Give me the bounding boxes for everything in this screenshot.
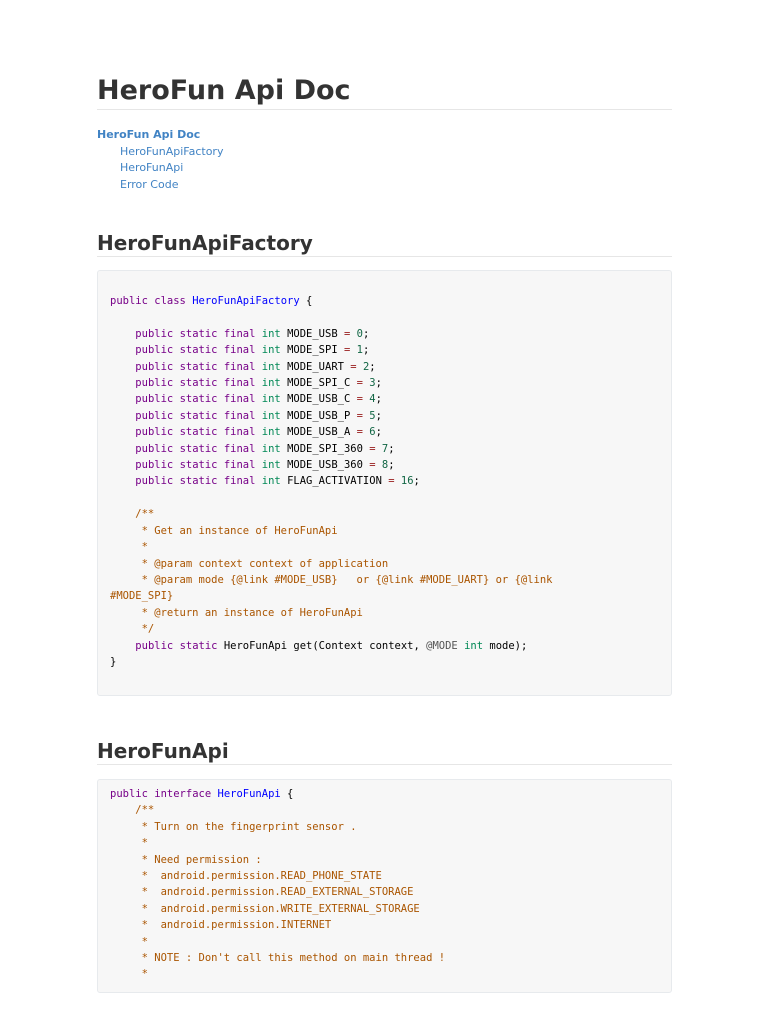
keyword: public	[110, 788, 148, 800]
constant-name: MODE_UART	[287, 360, 344, 373]
constant-name: MODE_SPI_C	[287, 377, 351, 390]
operator: =	[343, 344, 351, 357]
code-api: public interface HeroFunApi { /** * Turn on the fingerprint sensor . * * Need permission : * android.permission.READ_PHONE_STATE * android.permission.READ_EXTERNAL_STORAGE * android.permission.WRITE_EXTERNAL_STORAGE * android.permission.INTERNET * * NOTE : Don't call this method on main thread ! *	[110, 788, 446, 981]
operator: =	[356, 426, 363, 439]
doc-comment-line: *	[110, 935, 148, 948]
keyword: public	[110, 295, 148, 307]
keyword: static	[179, 344, 218, 357]
constant-line: public static final int MODE_USB = 0;	[135, 327, 370, 340]
method-last-param: mode);	[483, 639, 528, 652]
keyword: static	[179, 377, 218, 390]
keyword: public	[135, 409, 174, 422]
keyword: final	[223, 327, 256, 340]
constant-value: 3	[369, 377, 376, 390]
doc-comment-line: #MODE_SPI}	[110, 590, 174, 603]
doc-comment-line: * NOTE : Don't call this method on main thread !	[110, 952, 446, 965]
doc-comment-factory	[110, 508, 553, 635]
constant-name: MODE_USB_C	[287, 393, 351, 406]
operator: =	[356, 409, 363, 422]
toc-link-error-code[interactable]: Error Code	[120, 177, 179, 191]
operator: =	[350, 360, 357, 373]
keyword: final	[223, 442, 256, 455]
keyword: final	[223, 475, 256, 488]
constant-name: MODE_USB	[287, 327, 338, 340]
type-keyword: int	[261, 475, 281, 488]
interface-name: HeroFunApi	[217, 788, 281, 800]
operator: =	[369, 459, 376, 472]
keyword: static	[179, 426, 218, 439]
constant-name: FLAG_ACTIVATION	[287, 475, 382, 488]
doc-comment-line: * @param mode {@link #MODE_USB} or {@link #MODE_UART} or {@link	[110, 573, 553, 586]
operator: =	[388, 475, 395, 488]
type-keyword: int	[261, 459, 281, 472]
doc-comment-line: * android.permission.READ_EXTERNAL_STORAGE	[110, 886, 414, 899]
constant-line: public static final int MODE_USB_C = 4;	[135, 393, 382, 406]
keyword: public	[135, 360, 174, 373]
operator: =	[369, 442, 376, 455]
constant-line: public static final int MODE_SPI_C = 3;	[135, 377, 382, 390]
code-block-api[interactable]	[97, 779, 672, 993]
doc-comment-line: *	[110, 837, 148, 850]
keyword: public	[135, 344, 174, 357]
toc-link-api[interactable]: HeroFunApi	[120, 161, 184, 174]
constant-value: 0	[356, 327, 363, 340]
keyword: static	[179, 639, 218, 652]
operator: =	[343, 327, 351, 340]
constant-line: public static final int FLAG_ACTIVATION = 16;	[135, 475, 420, 488]
type-keyword: int	[261, 409, 281, 422]
keyword: final	[223, 409, 256, 422]
constant-name: MODE_SPI	[287, 344, 338, 357]
keyword: public	[135, 327, 174, 340]
constant-line: public static final int MODE_USB_A = 6;	[135, 426, 382, 439]
section-heading-api: HeroFunApi	[97, 738, 672, 765]
code-block-factory[interactable]	[97, 270, 672, 696]
operator: =	[356, 393, 363, 406]
doc-comment-line: /**	[110, 508, 155, 521]
operator: =	[356, 377, 363, 390]
keyword: public	[135, 442, 174, 455]
keyword: static	[179, 459, 218, 472]
keyword: public	[135, 377, 174, 390]
doc-comment-line: * Need permission :	[110, 853, 262, 866]
constant-value: 7	[381, 442, 389, 455]
constant-line: public static final int MODE_SPI_360 = 7;	[135, 442, 395, 455]
table-of-contents	[97, 127, 223, 193]
constant-line: public static final int MODE_USB_P = 5;	[135, 409, 382, 422]
type-keyword: int	[261, 327, 281, 340]
type-keyword: int	[261, 344, 281, 357]
constant-value: 2	[362, 360, 370, 373]
keyword: final	[223, 344, 256, 357]
doc-comment-line: * android.permission.WRITE_EXTERNAL_STORAGE	[110, 902, 420, 915]
constant-line: public static final int MODE_UART = 2;	[135, 360, 376, 373]
keyword: final	[223, 393, 256, 406]
doc-comment-line: */	[110, 623, 155, 636]
doc-comment-line: *	[110, 968, 148, 981]
toc-link-root[interactable]: HeroFun Api Doc	[97, 128, 201, 141]
constant-name: MODE_SPI_360	[287, 442, 363, 455]
doc-comment-line: * Get an instance of HeroFunApi	[110, 524, 338, 537]
doc-comment-line: * android.permission.READ_PHONE_STATE	[110, 870, 382, 883]
constant-line: public static final int MODE_SPI = 1;	[135, 344, 370, 357]
type-keyword: int	[261, 426, 281, 439]
keyword: static	[179, 475, 218, 488]
keyword: static	[179, 409, 218, 422]
constant-value: 1	[356, 344, 363, 357]
keyword: static	[179, 442, 218, 455]
keyword: public	[135, 639, 174, 652]
method-name: get	[293, 639, 313, 652]
constant-name: MODE_USB_360	[287, 459, 363, 472]
keyword: static	[179, 360, 218, 373]
doc-comment-line: /**	[110, 804, 155, 817]
constant-value: 6	[369, 426, 376, 439]
page-title: HeroFun Api Doc	[97, 72, 672, 110]
constant-value: 4	[369, 393, 376, 406]
keyword: public	[135, 393, 174, 406]
toc-link-factory[interactable]: HeroFunApiFactory	[120, 144, 224, 158]
type-keyword: int	[261, 442, 281, 455]
method-return-type: HeroFunApi	[223, 639, 288, 652]
class-name: HeroFunApiFactory	[192, 295, 300, 307]
keyword: static	[179, 327, 218, 340]
keyword: public	[135, 459, 174, 472]
constant-value: 5	[369, 409, 376, 422]
constant-line: public static final int MODE_USB_360 = 8;	[135, 459, 395, 472]
keyword: public	[135, 426, 174, 439]
keyword: class	[154, 295, 186, 307]
doc-comment-line: * Turn on the fingerprint sensor .	[110, 820, 357, 833]
constant-value: 8	[381, 459, 389, 472]
annotation: @MODE	[426, 639, 458, 652]
type-keyword: int	[261, 377, 281, 390]
type-keyword: int	[261, 360, 281, 373]
keyword: final	[223, 360, 256, 373]
keyword: static	[179, 393, 218, 406]
doc-comment-api	[110, 804, 445, 980]
section-heading-factory: HeroFunApiFactory	[97, 230, 672, 257]
constant-name: MODE_USB_A	[287, 426, 351, 439]
keyword: interface	[154, 788, 212, 800]
code-factory: public class HeroFunApiFactory { public static final int MODE_USB = 0; public static final int MODE_SPI = 1; public static final int MODE_UART = 2; public static final int MODE_SPI_C = 3; public static final int MODE_USB_C = 4; public static final int MODE_USB_P = 5; public static final int MODE_USB_A = 6; public static final int MODE_SPI_360 = 7; public static final int MODE_USB_360 = 8; public static final int FLAG_ACTIVATION = 16; /** * Get an instance of HeroFunApi * * @param context context of application * @param mode {@link #MODE_USB} or {@link #MODE_UART} or {@link #MODE_SPI} * @return an instance of HeroFunApi */ public static HeroFunApi get(Context context, @MODE int mode); }	[110, 295, 553, 668]
constant-name: MODE_USB_P	[287, 409, 351, 422]
type-keyword: int	[464, 639, 484, 652]
keyword: final	[223, 426, 256, 439]
doc-comment-line: *	[110, 541, 148, 554]
keyword: final	[223, 377, 256, 390]
doc-comment-line: * @return an instance of HeroFunApi	[110, 606, 363, 619]
constant-value: 16	[400, 475, 414, 488]
doc-comment-line: * android.permission.INTERNET	[110, 919, 332, 932]
keyword: final	[223, 459, 256, 472]
type-keyword: int	[261, 393, 281, 406]
method-params: Context context,	[318, 639, 427, 652]
doc-comment-line: * @param context context of application	[110, 557, 389, 570]
constant-list	[110, 328, 420, 488]
keyword: public	[135, 475, 174, 488]
